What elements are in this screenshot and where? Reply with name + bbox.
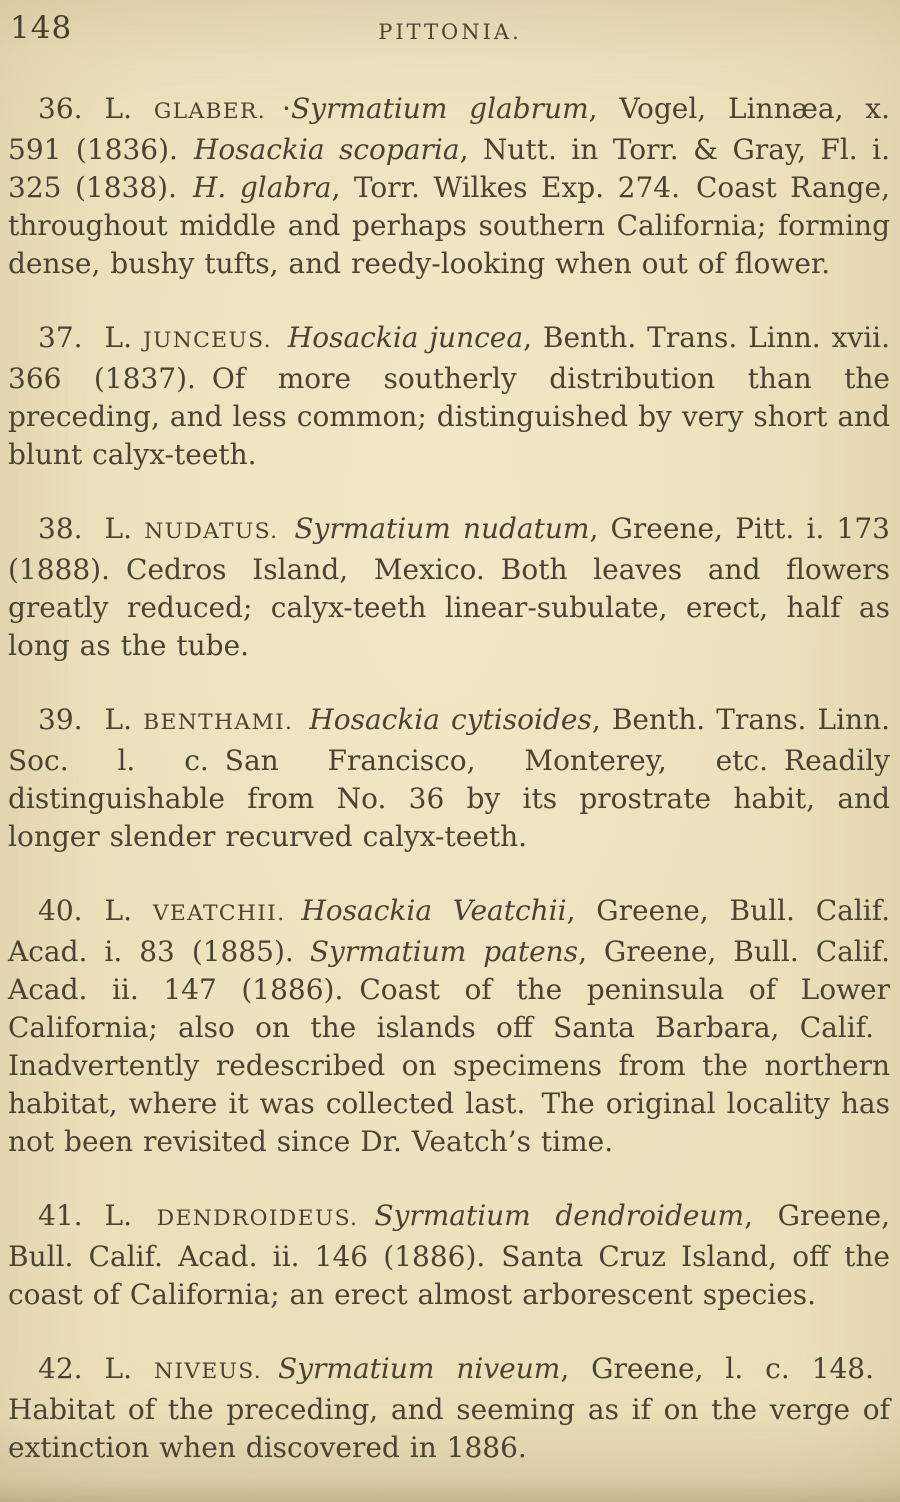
species-entry	[8, 1350, 890, 1467]
entry-number: 38.	[38, 512, 83, 545]
text-run: , Greene, Bull. Calif. Acad. ii. 146 (1886).	[8, 1199, 890, 1273]
entry-number: 36.	[38, 92, 83, 125]
journal-title: PITTONIA.	[378, 20, 522, 44]
entry-number: 39.	[38, 703, 83, 736]
text-run: Syrmatium niveum	[278, 1352, 561, 1385]
text-run: Cedros Island, Mexico.	[126, 553, 485, 586]
text-run: Readily distinguishable from No. 36 by its prostrate habit, and longer slender recurved calyx-teeth.	[8, 744, 890, 853]
text-run: L.	[104, 1199, 157, 1232]
entry-number: 42.	[38, 1352, 83, 1385]
species-entry	[8, 510, 890, 665]
species-entry	[8, 892, 890, 1161]
text-run: , Greene, Pitt. i. 173 (1888).	[8, 512, 890, 586]
text-run: VEATCHII.	[152, 901, 286, 926]
text-run: L.	[104, 703, 144, 736]
text-run: The original locality has not been revisited since Dr. Veatch’s time.	[8, 1087, 890, 1158]
text-run: , Greene, l. c. 148.	[560, 1352, 874, 1385]
text-run: Syrmatium dendroideum	[374, 1199, 745, 1232]
text-run: L.	[104, 1352, 154, 1385]
text-run: Hosackia juncea	[287, 321, 524, 354]
text-run: , Greene, Bull. Calif. Acad. i. 83 (1885).	[8, 894, 891, 968]
page-bottom-shading	[0, 1480, 900, 1502]
entries-list	[0, 90, 900, 1467]
text-run: Both leaves and flowers greatly reduced; calyx-teeth linear-subulate, erect, half as long as the tube.	[8, 553, 890, 662]
text-run: L.	[104, 92, 154, 125]
text-run: NIVEUS.	[153, 1359, 263, 1384]
text-run: Hosackia scoparia	[193, 133, 460, 166]
text-run: Syrmatium glabrum	[290, 92, 589, 125]
text-run: San Francisco, Monterey, etc.	[224, 744, 768, 777]
text-run: , Benth. Trans. Linn. Soc. l. c.	[8, 703, 890, 777]
species-entry	[8, 90, 890, 283]
text-run: Hosackia Veatchii	[301, 894, 567, 927]
text-run: Santa Cruz Island, off the coast of California; an erect almost arborescent species.	[8, 1240, 890, 1311]
text-run: Of more southerly distribution than the preceding, and less common; distinguished by very short and blunt calyx-teeth.	[8, 362, 890, 471]
species-entry	[8, 1197, 890, 1314]
text-run: Syrmatium nudatum	[294, 512, 590, 545]
text-run: , Vogel, Linnæa, x. 591 (1836).	[8, 92, 890, 166]
text-run: Coast Range, throughout middle and perhaps southern California; forming dense, bushy tufts, and reedy-looking when out of flower.	[8, 171, 890, 280]
text-run: Hosackia cytisoides	[309, 703, 592, 736]
text-run: L.	[104, 894, 153, 927]
text-run: L.	[104, 512, 145, 545]
text-run: L.	[104, 321, 143, 354]
text-run: JUNCEUS.	[142, 328, 272, 353]
text-run: Coast of the peninsula of Lower California; also on the islands off Santa Barbara, Calif.	[8, 973, 890, 1044]
text-run: BENTHAMI.	[143, 710, 294, 735]
entry-number: 37.	[38, 321, 83, 354]
species-entry	[8, 701, 890, 856]
text-run: Inadvertently redescribed on specimens from the northern habitat, where it was collected last.	[8, 1049, 890, 1120]
text-run: DENDROIDEUS.	[156, 1206, 359, 1231]
text-run: NUDATUS.	[144, 519, 279, 544]
text-run: H. glabra	[193, 171, 332, 204]
text-run: ·	[282, 92, 291, 125]
entry-number: 41.	[38, 1199, 83, 1232]
text-run: GLABER.	[153, 99, 267, 124]
species-entry	[8, 319, 890, 474]
text-run: , Benth. Trans. Linn. xvii. 366 (1837).	[8, 321, 890, 395]
page-number: 148	[10, 10, 73, 46]
text-run: , Torr. Wilkes Exp. 274.	[331, 171, 680, 204]
page-header	[0, 0, 900, 62]
text-run: Syrmatium patens	[309, 935, 579, 968]
text-run: , Nutt. in Torr. & Gray, Fl. i. 325 (1838).	[8, 133, 891, 204]
text-run: Habitat of the preceding, and seeming as if on the verge of extinction when discovered in 1886.	[8, 1393, 890, 1464]
text-run: , Greene, Bull. Calif. Acad. ii. 147 (1886).	[8, 935, 890, 1006]
entry-number: 40.	[38, 894, 83, 927]
